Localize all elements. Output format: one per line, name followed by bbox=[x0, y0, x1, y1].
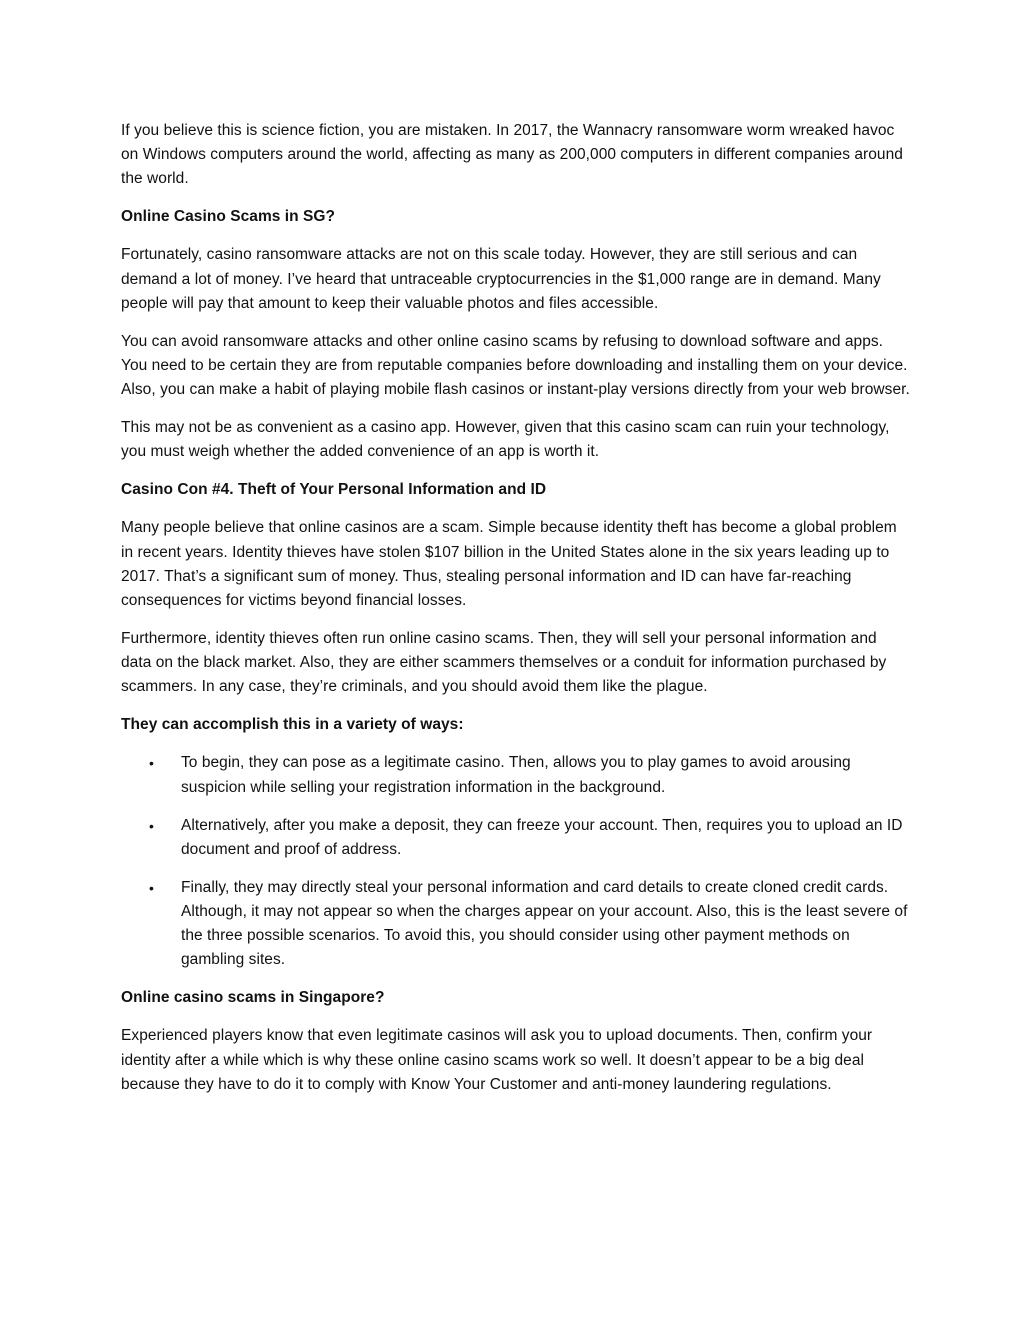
list-item bbox=[121, 751, 911, 799]
paragraph-ransomware-scale: Fortunately, casino ransomware attacks are not on this scale today. However, they are still serious and can demand a lot of money. I’ve heard that untraceable cryptocurrencies in the $1,000 range are in demand. Many people will pay that amount to keep their valuable photos and files accessible. bbox=[121, 246, 881, 312]
bullet-icon: • bbox=[149, 817, 154, 834]
list-item-text: Alternatively, after you make a deposit, they can freeze your account. Then, requires you to upload an ID document and proof of address. bbox=[181, 816, 903, 858]
paragraph-experienced-players: Experienced players know that even legitimate casinos will ask you to upload documents. Then, confirm your identity after a while which is why these online casino scams work so well. It doesn’t appear to be a big deal because they have to do it to comply with Know Your Customer and anti-money laundering regulations. bbox=[121, 1027, 873, 1093]
heading-online-casino-scams-sg: Online Casino Scams in SG? bbox=[121, 208, 336, 226]
heading-variety-of-ways: They can accomplish this in a variety of ways: bbox=[121, 716, 464, 734]
ways-bullet-list bbox=[121, 751, 911, 972]
bullet-icon: • bbox=[149, 755, 154, 772]
list-item-text: Finally, they may directly steal your personal information and card details to create cloned credit cards. Although, it may not appear so when the charges appear on your account. Also, this is the least severe of the three possible scenarios. To avoid this, you should consider using other payment methods on gambling sites. bbox=[181, 878, 908, 969]
paragraph-avoid-ransomware: You can avoid ransomware attacks and other online casino scams by refusing to download software and apps. You need to be certain they are from reputable companies before downloading and installing them on your device. Also, you can make a habit of playing mobile flash casinos or instant-play versions directly from your web browser. bbox=[121, 332, 910, 399]
heading-online-casino-scams-singapore: Online casino scams in Singapore? bbox=[121, 989, 385, 1007]
paragraph-identity-theft: Many people believe that online casinos are a scam. Simple because identity theft has become a global problem in recent years. Identity thieves have stolen $107 billion in the United States alone in the six years leading up to 2017. That’s a significant sum of money. Thus, stealing personal information and ID can have far-reaching consequences for victims beyond financial losses. bbox=[121, 519, 897, 610]
paragraph-convenience: This may not be as convenient as a casino app. However, given that this casino scam can ruin your technology, you must weigh whether the added convenience of an app is worth it. bbox=[121, 419, 890, 461]
paragraph-wannacry: If you believe this is science fiction, you are mistaken. In 2017, the Wannacry ransomware worm wreaked havoc on Windows computers around the world, affecting as many as 200,000 computers in different companies around the world. bbox=[121, 122, 903, 188]
heading-casino-con-4: Casino Con #4. Theft of Your Personal Information and ID bbox=[121, 481, 547, 499]
paragraph-identity-thieves: Furthermore, identity thieves often run online casino scams. Then, they will sell your personal information and data on the black market. Also, they are either scammers themselves or a conduit for information purchased by scammers. In any case, they’re criminals, and you should avoid them like the plague. bbox=[121, 630, 887, 696]
document-page bbox=[121, 119, 911, 1111]
list-item bbox=[121, 814, 911, 862]
bullet-icon: • bbox=[149, 879, 154, 896]
list-item bbox=[121, 876, 911, 973]
list-item-text: To begin, they can pose as a legitimate casino. Then, allows you to play games to avoid arousing suspicion while selling your registration information in the background. bbox=[181, 754, 851, 796]
